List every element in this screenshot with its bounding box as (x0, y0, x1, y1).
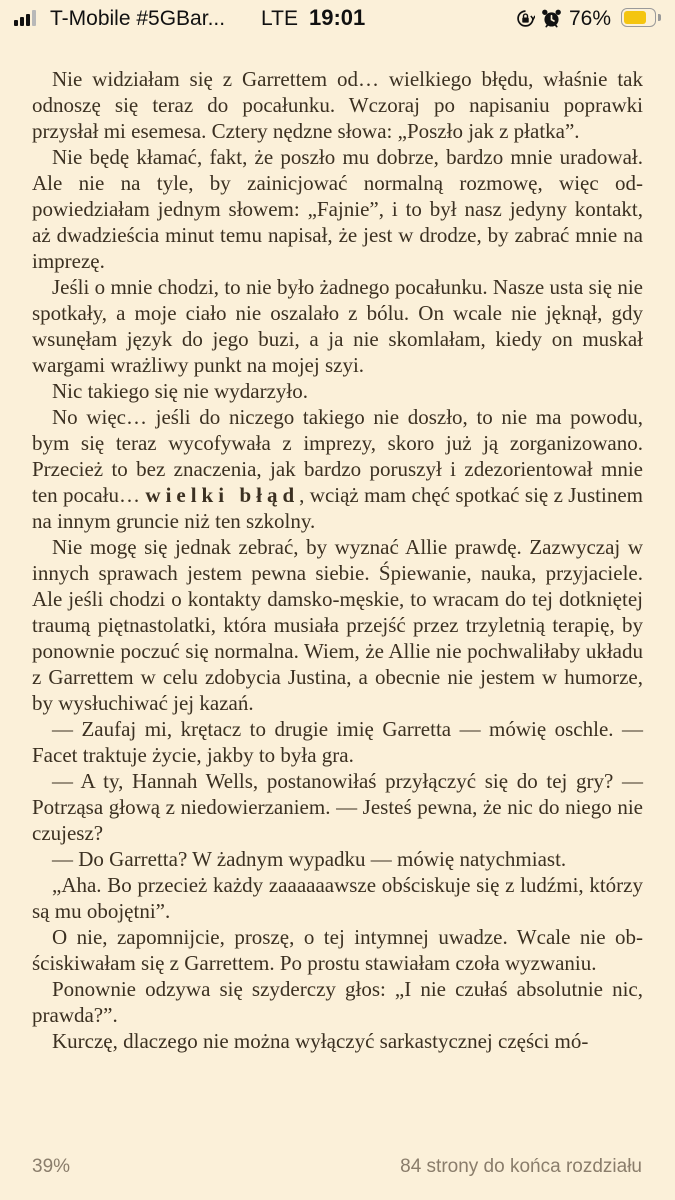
signal-icon (14, 10, 42, 26)
chapter-pages-remaining: 84 strony do końca rozdziału (400, 1156, 642, 1177)
battery-percentage: 76% (569, 7, 612, 30)
battery-level-fill (624, 11, 646, 24)
paragraph: Ponownie odzywa się szyderczy głos: „I nie czułaś absolutnie nic, prawda?”. (32, 977, 643, 1027)
paragraph: „Aha. Bo przecież każdy zaaaaaawsze obściskuje się z ludźmi, którzy są mu obojętni”. (32, 873, 643, 923)
paragraph: Jeśli o mnie chodzi, to nie było żadnego pocałunku. Nasze usta się nie spotkały, a moje ciało nie oszalało z bólu. On wcale nie jęknął, gdy wsunęłam język do jego buzi, a ja nie skomlałam, kiedy on muskał wargami wrażliwy punkt na mojej szyi. (32, 275, 643, 377)
paragraph: Nic takiego się nie wydarzyło. (52, 379, 308, 403)
status-time: 19:01 (309, 5, 366, 30)
paragraph-with-emphasis (32, 404, 643, 534)
paragraph: Nie będę kłamać, fakt, że poszło mu dobrze, bardzo mnie uradował. Ale nie na tyle, by zainicjować normalną rozmowę, więc odpowiedziałam jednym słowem: „Fajnie”, i to był nasz jedyny kontakt, aż dwadzieścia minut temu napisał, że jest w drodze, by zabrać mnie na imprezę. (32, 145, 643, 273)
emphasized-text: wielki błąd (145, 483, 300, 507)
paragraph: — Zaufaj mi, krętacz to drugie imię Garretta — mówię oschle. — Facet traktuje życie, jakby to była gra. (32, 717, 643, 767)
paragraph: O nie, zapomnijcie, proszę, o tej intymnej uwadze. Wcale nie obściskiwałam się z Garrettem. Po prostu stawiałam czoła wyzwaniu. (32, 925, 643, 975)
book-page[interactable] (32, 66, 643, 1054)
paragraph-text-before: No więc… jeśli do niczego takiego nie doszło, to nie ma powodu, bym się teraz wycofywała z imprezy, skoro już ją zorganizowano. Przecież to bez znaczenia, jak bardzo poruszył i zdezorientował mnie ten pocału… (32, 405, 643, 507)
paragraph: Nie widziałam się z Garrettem od… wielkiego błędu, właśnie tak odnoszę się teraz do pocałunku. Wczoraj po napisaniu poprawki przysłał mi esemesa. Cztery nędzne słowa: „Poszło jak z płatka”. (32, 67, 643, 143)
status-bar (0, 0, 675, 38)
paragraph-text-after: , wciąż mam chęć spotkać się z Justinem na innym gruncie niż ten szkolny. (32, 483, 643, 533)
paragraph: — A ty, Hannah Wells, postanowiłaś przyłączyć się do tej gry? — Potrząsa głową z niedowierzaniem. — Jesteś pewna, że nic do niego nie czujesz? (32, 769, 643, 845)
paragraph: Kurczę, dlaczego nie można wyłączyć sarkastycznej części mó- (52, 1029, 589, 1053)
paragraph: Nie mogę się jednak zebrać, by wyznać Allie prawdę. Zazwyczaj w innych sprawach jestem pewna siebie. Śpiewanie, nauka, przyjaciele. Ale jeśli chodzi o kontakty damsko-męskie, to wracam do tej dotkniętej traumą piętnastolatki, która musiała przejść przez trzyletnią terapię, by ponownie poczuć się normalna. Wiem, że Allie nie pochwaliłaby układu z Garrettem w celu zdobycia Justina, a obecnie nie jestem w humorze, by wysłuchiwać jej kazań. (32, 535, 643, 715)
paragraph: — Do Garretta? W żadnym wypadku — mówię natychmiast. (52, 847, 567, 871)
network-type: LTE (261, 7, 298, 30)
reading-progress: 39% (32, 1156, 71, 1177)
battery-icon (621, 8, 663, 29)
orientation-lock-icon (516, 9, 535, 28)
alarm-icon (541, 8, 562, 29)
carrier-name: T-Mobile #5GBar... (50, 7, 226, 30)
